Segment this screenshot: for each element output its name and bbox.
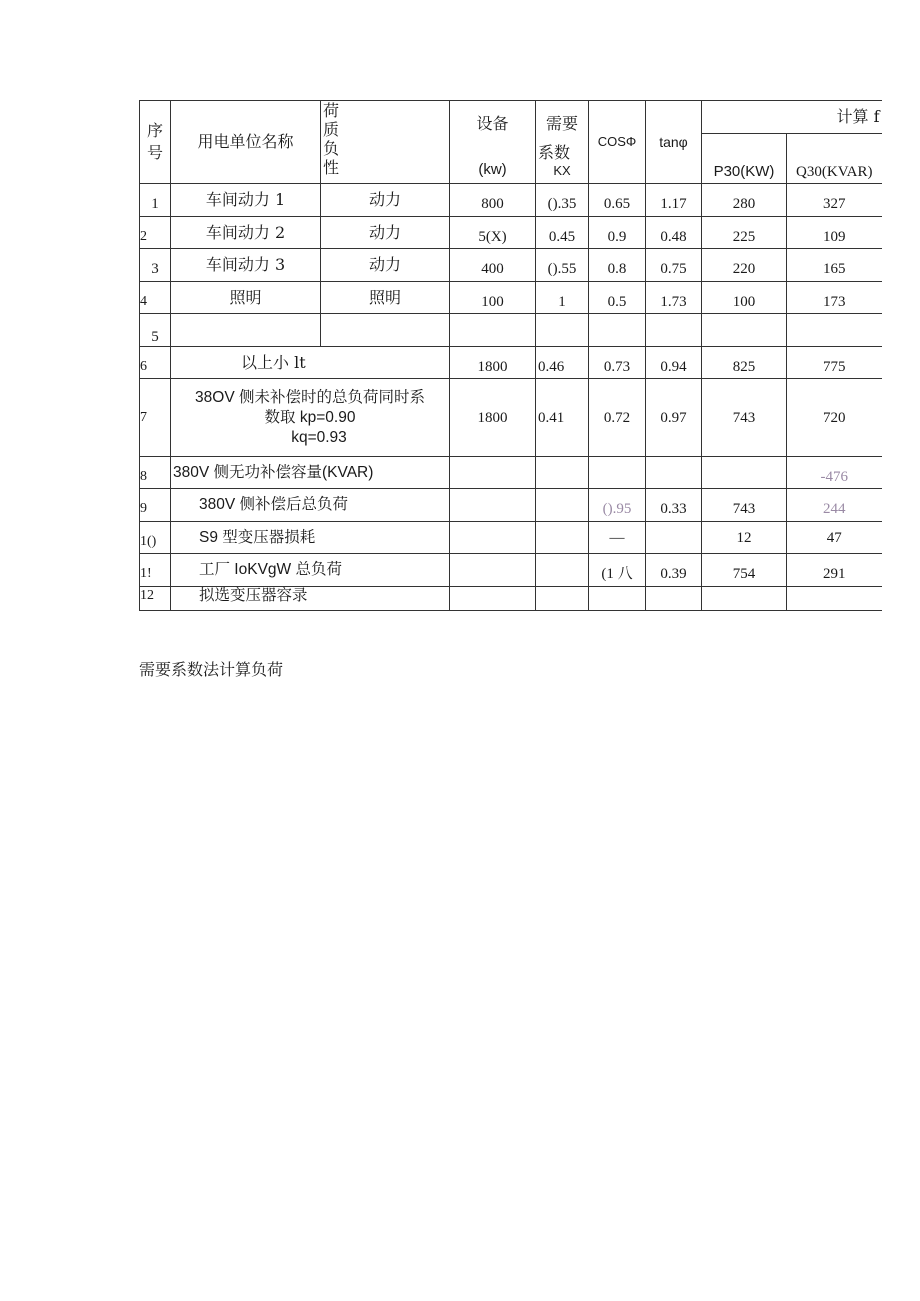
row-kx bbox=[536, 522, 589, 554]
row-q30: 291 bbox=[787, 554, 882, 587]
table-row bbox=[140, 554, 882, 587]
row-tan: 0.94 bbox=[646, 347, 702, 379]
row-tan bbox=[646, 314, 702, 347]
row-name bbox=[171, 379, 450, 457]
table-row bbox=[140, 457, 882, 489]
row-q30 bbox=[787, 587, 882, 611]
row-index: 6 bbox=[140, 347, 171, 379]
header-coef-label: 系数 bbox=[538, 143, 571, 162]
row-cos bbox=[589, 457, 646, 489]
row-index: 9 bbox=[140, 489, 171, 522]
row-tan: 1.17 bbox=[646, 184, 702, 217]
row-index: 3 bbox=[140, 249, 171, 282]
row-equipment bbox=[450, 554, 536, 587]
row-equipment: 1800 bbox=[450, 347, 536, 379]
row-kx: 1 bbox=[536, 282, 589, 314]
row-cos: — bbox=[589, 522, 646, 554]
row-name: S9 型变压器损耗 bbox=[171, 522, 450, 554]
row-kx: 0.45 bbox=[536, 217, 589, 249]
row-p30 bbox=[702, 587, 787, 611]
row-equipment bbox=[450, 587, 536, 611]
header-kx-label: KX bbox=[553, 163, 571, 178]
row-p30: 743 bbox=[702, 379, 787, 457]
row-nature bbox=[321, 314, 450, 347]
header-equipment-unit: (kw) bbox=[478, 161, 507, 178]
row-index: 1! bbox=[140, 554, 171, 587]
row-name-line-1: 38OV 侧未补偿时的总负荷同时系 bbox=[195, 388, 425, 406]
table-row bbox=[140, 587, 882, 611]
row-nature: 动力 bbox=[321, 249, 450, 282]
row-q30: 47 bbox=[787, 522, 882, 554]
row-kx bbox=[536, 457, 589, 489]
row-name: 车间动力 2 bbox=[171, 217, 321, 249]
header-seq: 序 号 bbox=[140, 101, 171, 184]
header-p30: P30(KW) bbox=[702, 134, 787, 184]
table-row bbox=[140, 522, 882, 554]
row-q30 bbox=[787, 314, 882, 347]
row-index: 4 bbox=[140, 282, 171, 314]
row-nature: 照明 bbox=[321, 282, 450, 314]
row-tan: 0.75 bbox=[646, 249, 702, 282]
header-demand bbox=[536, 101, 589, 184]
table-row bbox=[140, 489, 882, 522]
row-tan: 0.33 bbox=[646, 489, 702, 522]
row-index: 1 bbox=[140, 184, 171, 217]
header-demand-label: 需要 bbox=[545, 114, 578, 133]
row-p30 bbox=[702, 457, 787, 489]
table-row bbox=[140, 282, 882, 314]
row-cos bbox=[589, 314, 646, 347]
row-equipment: 400 bbox=[450, 249, 536, 282]
row-name: 380V 侧补偿后总负荷 bbox=[171, 489, 450, 522]
row-cos: 0.73 bbox=[589, 347, 646, 379]
row-tan bbox=[646, 522, 702, 554]
row-cos: (1 八 bbox=[589, 554, 646, 587]
row-q30: 775 bbox=[787, 347, 882, 379]
row-nature: 动力 bbox=[321, 184, 450, 217]
row-p30: 754 bbox=[702, 554, 787, 587]
header-cos: COSΦ bbox=[589, 101, 646, 184]
row-q30: 165 bbox=[787, 249, 882, 282]
row-tan: 0.39 bbox=[646, 554, 702, 587]
row-p30: 743 bbox=[702, 489, 787, 522]
row-q30: 720 bbox=[787, 379, 882, 457]
row-kx: ().35 bbox=[536, 184, 589, 217]
row-cos: 0.65 bbox=[589, 184, 646, 217]
row-equipment bbox=[450, 489, 536, 522]
row-q30: 109 bbox=[787, 217, 882, 249]
row-name: 车间动力 3 bbox=[171, 249, 321, 282]
row-kx: 0.41 bbox=[536, 379, 589, 457]
row-p30: 12 bbox=[702, 522, 787, 554]
header-load-nature: 荷 质 负 性 bbox=[321, 101, 450, 184]
row-p30: 280 bbox=[702, 184, 787, 217]
header-row-1 bbox=[140, 101, 882, 134]
row-tan: 0.97 bbox=[646, 379, 702, 457]
row-q30: -476 bbox=[787, 457, 882, 489]
row-equipment: 1800 bbox=[450, 379, 536, 457]
header-tan: tanφ bbox=[646, 101, 702, 184]
table-row bbox=[140, 217, 882, 249]
table-row bbox=[140, 249, 882, 282]
row-index: 8 bbox=[140, 457, 171, 489]
row-kx bbox=[536, 587, 589, 611]
row-p30: 825 bbox=[702, 347, 787, 379]
row-tan: 1.73 bbox=[646, 282, 702, 314]
row-p30: 225 bbox=[702, 217, 787, 249]
row-index: 7 bbox=[140, 379, 171, 457]
row-name-line-2: 数取 kp=0.90 bbox=[264, 408, 356, 426]
row-cos bbox=[589, 587, 646, 611]
header-calc: 计算 f bbox=[702, 101, 882, 134]
row-name bbox=[171, 314, 321, 347]
row-equipment bbox=[450, 314, 536, 347]
row-index: 12 bbox=[140, 587, 171, 611]
row-q30: 173 bbox=[787, 282, 882, 314]
row-tan bbox=[646, 587, 702, 611]
row-name: 工厂 IoKVgW 总负荷 bbox=[171, 554, 450, 587]
header-equipment bbox=[450, 101, 536, 184]
row-name: 车间动力 1 bbox=[171, 184, 321, 217]
row-equipment: 800 bbox=[450, 184, 536, 217]
row-kx bbox=[536, 554, 589, 587]
row-name: 拟选变压器容录 bbox=[171, 587, 450, 611]
header-q30: Q30(KVAR) bbox=[787, 134, 882, 184]
row-equipment: 5(X) bbox=[450, 217, 536, 249]
row-index: 2 bbox=[140, 217, 171, 249]
row-p30: 220 bbox=[702, 249, 787, 282]
header-equipment-label: 设备 bbox=[476, 114, 509, 133]
row-q30: 244 bbox=[787, 489, 882, 522]
table-row bbox=[140, 314, 882, 347]
row-cos: 0.72 bbox=[589, 379, 646, 457]
row-equipment bbox=[450, 522, 536, 554]
table-row bbox=[140, 379, 882, 457]
row-index: 5 bbox=[140, 314, 171, 347]
row-cos: ().95 bbox=[589, 489, 646, 522]
row-cos: 0.8 bbox=[589, 249, 646, 282]
row-name: 380V 侧无功补偿容量(KVAR) bbox=[171, 457, 450, 489]
row-kx: 0.46 bbox=[536, 347, 589, 379]
row-p30 bbox=[702, 314, 787, 347]
row-name-line-3: kq=0.93 bbox=[291, 428, 347, 446]
row-kx: ().55 bbox=[536, 249, 589, 282]
header-unit-name: 用电单位名称 bbox=[171, 101, 321, 184]
row-tan: 0.48 bbox=[646, 217, 702, 249]
row-index: 1() bbox=[140, 522, 171, 554]
row-nature: 动力 bbox=[321, 217, 450, 249]
row-name: 照明 bbox=[171, 282, 321, 314]
table-row bbox=[140, 347, 882, 379]
row-tan bbox=[646, 457, 702, 489]
table-row bbox=[140, 184, 882, 217]
table-caption: 需要系数法计算负荷 bbox=[139, 660, 284, 679]
row-equipment bbox=[450, 457, 536, 489]
load-calculation-table bbox=[139, 100, 882, 611]
row-cos: 0.9 bbox=[589, 217, 646, 249]
row-equipment: 100 bbox=[450, 282, 536, 314]
row-kx bbox=[536, 314, 589, 347]
row-name: 以上小 lt bbox=[171, 347, 450, 379]
row-p30: 100 bbox=[702, 282, 787, 314]
row-kx bbox=[536, 489, 589, 522]
row-cos: 0.5 bbox=[589, 282, 646, 314]
row-q30: 327 bbox=[787, 184, 882, 217]
